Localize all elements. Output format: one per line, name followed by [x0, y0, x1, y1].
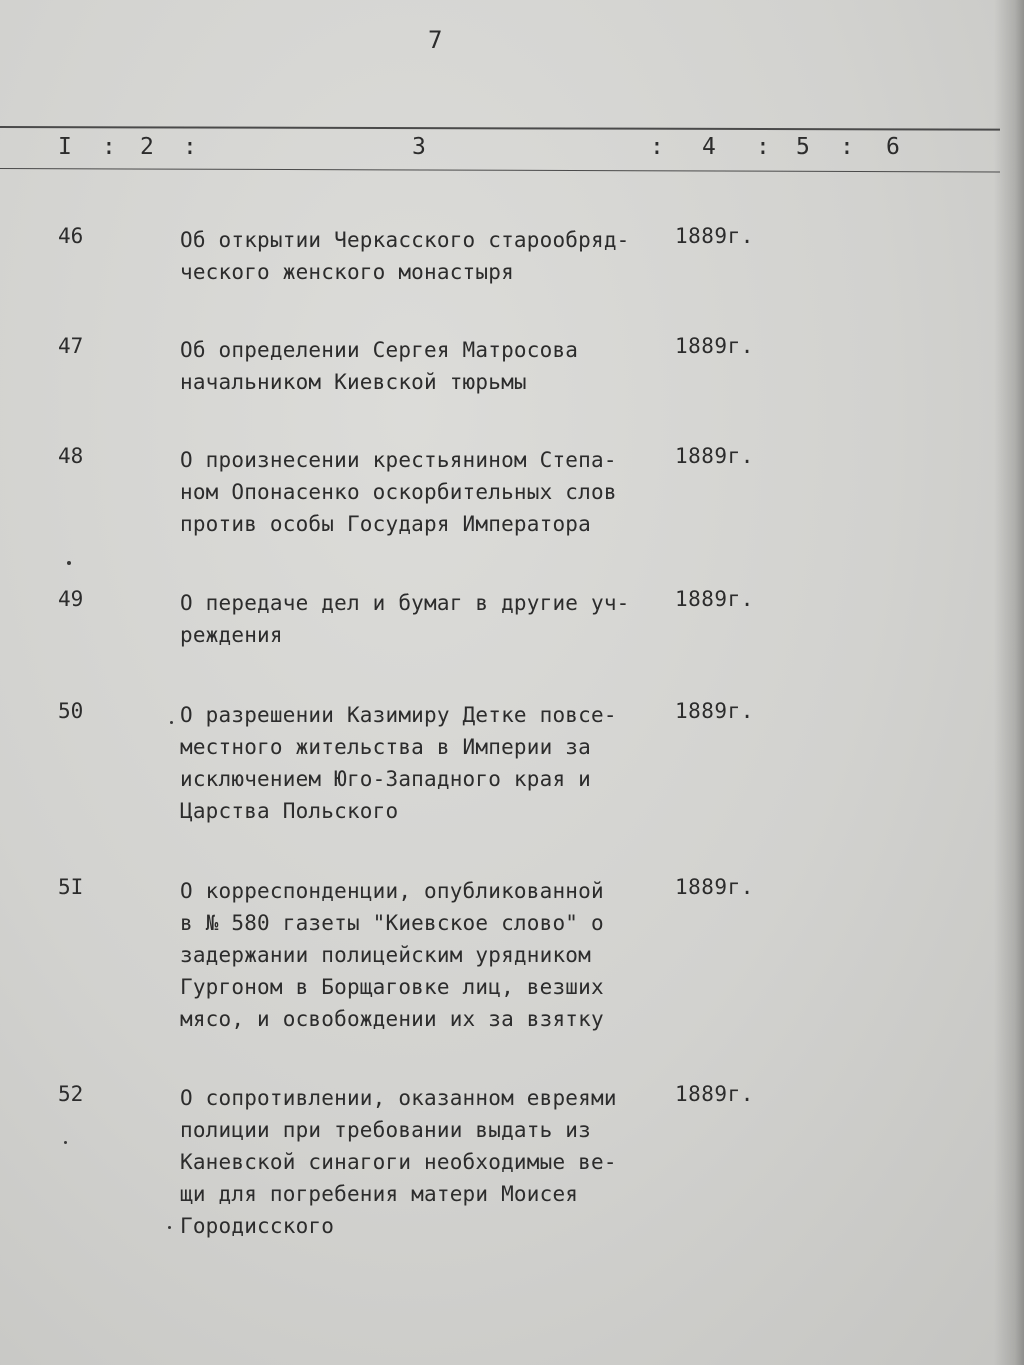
entry-title — [180, 699, 670, 827]
entry-title — [180, 444, 670, 540]
ink-speck — [64, 1141, 67, 1144]
entry-title-line: начальником Киевской тюрьмы — [180, 370, 527, 394]
entry-number: 48 — [58, 444, 84, 468]
entry-title — [180, 1082, 670, 1242]
column-separator-5: : — [840, 134, 856, 160]
entry-title-line: Об открытии Черкасского старообряд- — [180, 228, 630, 252]
column-header-3: 3 — [412, 134, 428, 160]
entry-title-line: исключением Юго-Западного края и — [180, 767, 591, 791]
entry-number: 49 — [58, 587, 84, 611]
entry-number: 52 — [58, 1082, 84, 1106]
entry-title-line: ческого женского монастыря — [180, 260, 514, 284]
entry-title-line: мясо, и освобождении их за взятку — [180, 1007, 604, 1031]
column-header-4: 4 — [702, 134, 718, 160]
entry-title-line: О передаче дел и бумаг в другие уч- — [180, 591, 630, 615]
entry-title-line: О сопротивлении, оказанном евреями — [180, 1086, 617, 1110]
page-number: 7 — [428, 26, 444, 54]
entry-title-line: полиции при требовании выдать из — [180, 1118, 591, 1142]
column-separator-3: : — [650, 134, 666, 160]
ink-speck — [67, 561, 71, 565]
entry-title-line: местного жительства в Империи за — [180, 735, 591, 759]
column-separator-4: : — [756, 134, 772, 160]
entry-year: 1889г. — [675, 334, 754, 358]
ink-speck — [170, 721, 173, 724]
entry-number: 47 — [58, 334, 84, 358]
column-header-5: 5 — [796, 134, 812, 160]
entry-title — [180, 334, 670, 398]
ink-speck — [168, 1226, 171, 1229]
entry-title-line: задержании полицейским урядником — [180, 943, 591, 967]
entry-year: 1889г. — [675, 444, 754, 468]
header-bottom-rule — [0, 168, 1000, 172]
entry-title-line: О корреспонденции, опубликованной — [180, 879, 604, 903]
entry-title-line: в № 580 газеты "Киевское слово" о — [180, 911, 604, 935]
entry-title-line: против особы Государя Императора — [180, 512, 591, 536]
column-separator-1: : — [102, 134, 118, 160]
column-separator-2: : — [183, 134, 199, 160]
entry-title-line: О произнесении крестьянином Степа- — [180, 448, 617, 472]
entry-year: 1889г. — [675, 875, 754, 899]
header-top-rule — [0, 126, 1000, 131]
entry-title-line: щи для погребения матери Моисея — [180, 1182, 579, 1206]
entry-year: 1889г. — [675, 1082, 754, 1106]
entry-year: 1889г. — [675, 587, 754, 611]
entry-title-line: Царства Польского — [180, 799, 399, 823]
entry-title — [180, 875, 670, 1035]
entry-year: 1889г. — [675, 224, 754, 248]
page-edge-shadow — [994, 0, 1024, 1365]
entry-title-line: реждения — [180, 623, 283, 647]
column-header-1: I — [58, 134, 74, 160]
entry-title-line: Гургоном в Борщаговке лиц, везших — [180, 975, 604, 999]
entry-title-line: Каневской синагоги необходимые ве- — [180, 1150, 617, 1174]
entry-title-line: Городисского — [180, 1214, 335, 1238]
entry-number: 50 — [58, 699, 84, 723]
entry-title — [180, 587, 670, 651]
entry-title — [180, 224, 670, 288]
entry-year: 1889г. — [675, 699, 754, 723]
entry-number: 46 — [58, 224, 84, 248]
column-header-2: 2 — [140, 134, 156, 160]
entry-number: 5I — [58, 875, 84, 899]
entry-title-line: ном Опонасенко оскорбительных слов — [180, 480, 617, 504]
entry-title-line: Об определении Сергея Матросова — [180, 338, 579, 362]
entry-title-line: О разрешении Казимиру Детке повсе- — [180, 703, 617, 727]
column-header-6: 6 — [886, 134, 902, 160]
